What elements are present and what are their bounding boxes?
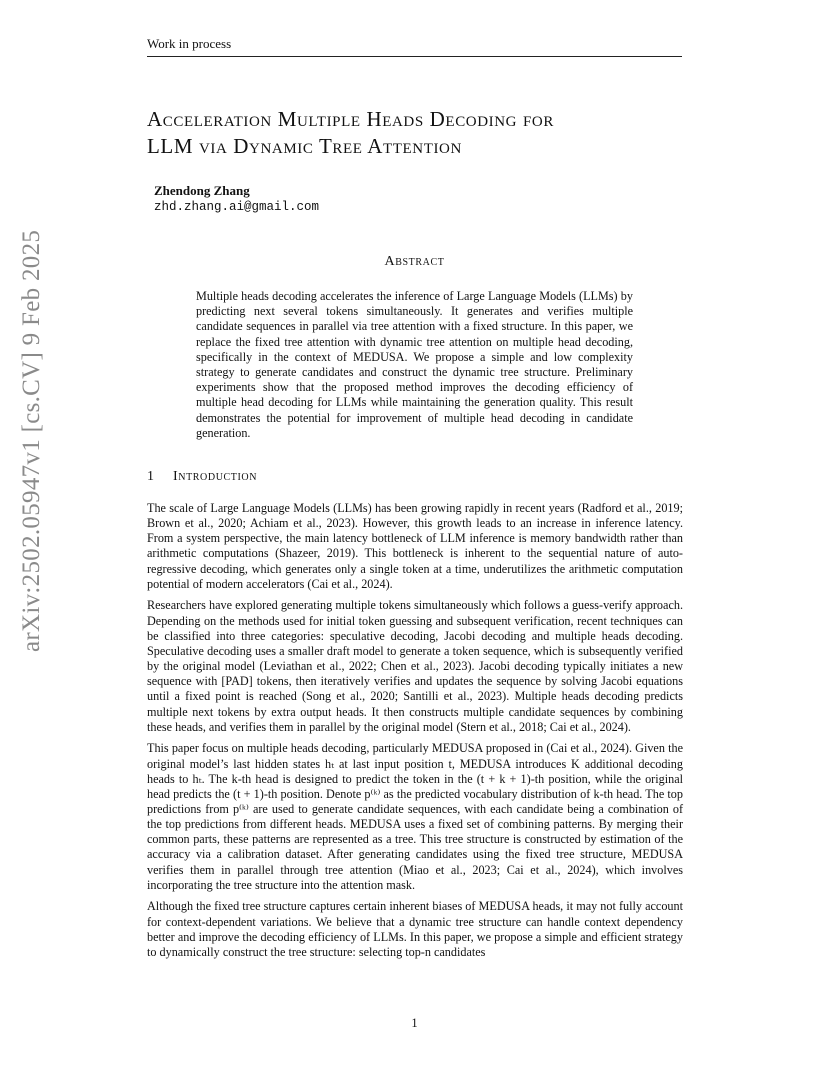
introduction-body [147,501,683,967]
author-name: Zhendong Zhang [154,183,250,198]
paper-title [147,106,687,160]
paragraph: Researchers have explored generating multiple tokens simultaneously which follows a guess-verify approach. Depending on the methods used for initial token guessing and subsequent verification, recent techniques can be classified into three categories: speculative decoding, Jacobi decoding and multiple heads decoding. Speculative decoding uses a smaller draft model to generate a token sequence, which is subsequently verified by the original model (Leviathan et al., 2022; Chen et al., 2023). Jacobi decoding typically initiates a new sequence with [PAD] tokens, then iteratively verifies and updates the sequence by solving Jacobi equations until a fixed point is reached (Song et al., 2020; Santilli et al., 2023). Multiple heads decoding predicts multiple next tokens by extra output heads. It then constructs multiple candidate sequences by combining these heads, and verifies them in parallel by the original model (Stern et al., 2018; Cai et al., 2024). [147,598,683,734]
abstract-text: Multiple heads decoding accelerates the inference of Large Language Models (LLMs) by predicting next several tokens simultaneously. It generates and verifies multiple candidate sequences in parallel via tree attention with a fixed structure. In this paper, we replace the fixed tree attention with dynamic tree attention on multiple head decoding, specifically in the context of MEDUSA. We propose a simple and low complexity strategy to generate candidates and construct the dynamic tree structure. Preliminary experiments show that the proposed method improves the decoding efficiency of multiple head decoding for LLMs while maintaining the generation quality. This result demonstrates the potential for improvement of multiple head decoding in candidate generation. [196,289,633,440]
arxiv-identifier-stamp: arXiv:2502.05947v1 [cs.CV] 9 Feb 2025 [18,229,45,652]
paper-title-line-2: LLM via Dynamic Tree Attention [147,134,462,158]
author-email: zhd.zhang.ai@gmail.com [154,200,320,214]
section-heading-introduction [147,469,257,485]
paper-title-line-1: Acceleration Multiple Heads Decoding for [147,107,554,131]
author-block [154,182,319,216]
paragraph: The scale of Large Language Models (LLMs) has been growing rapidly in recent years (Radford et al., 2019; Brown et al., 2020; Achiam et al., 2023). However, this growth leads to an increase in inference latency. From a system perspective, the main latency bottleneck of LLM inference is memory bandwidth rather than arithmetic computations (Shazeer, 2019). This bottleneck is inherent to the sequential nature of auto-regressive decoding, which generates only a single token at a time, underutilizes the arithmetic computation potential of modern accelerators (Cai et al., 2024). [147,501,683,591]
abstract-heading: Abstract [384,254,445,269]
paragraph: This paper focus on multiple heads decoding, particularly MEDUSA proposed in (Cai et al., 2024). Given the original model’s last hidden states hₜ at last input position t, MEDUSA introduces K additional decoding heads to hₜ. The k-th head is designed to predict the token in the (t + k + 1)-th position, while the original head predicts the (t + 1)-th position. Denote p⁽ᵏ⁾ as the predicted vocabulary distribution of k-th head. The top predictions from p⁽ᵏ⁾ are used to generate candidate sequences, with each candidate being a combination of the top predictions from different heads. MEDUSA uses a fixed set of combining patterns. By merging their common parts, these patterns are represented as a tree. This tree structure is constructed by estimation of the accuracy via a calibration dataset. After generating candidates using the fixed tree structure, MEDUSA verifies them in parallel through tree attention (Miao et al., 2023; Cai et al., 2024), which involves incorporating the tree structure into the attention mask. [147,741,683,892]
running-head: Work in process [147,36,682,57]
page-number: 1 [411,1016,418,1030]
section-title: Introduction [173,469,258,484]
section-number: 1 [147,469,155,484]
paragraph: Although the fixed tree structure captures certain inherent biases of MEDUSA heads, it may not fully account for context-dependent variations. We believe that a dynamic tree structure can handle context dependency better and improve the decoding efficiency of LLMs. In this paper, we propose a simple and efficient strategy to dynamically construct the tree structure: selecting top-n candidates [147,899,683,959]
